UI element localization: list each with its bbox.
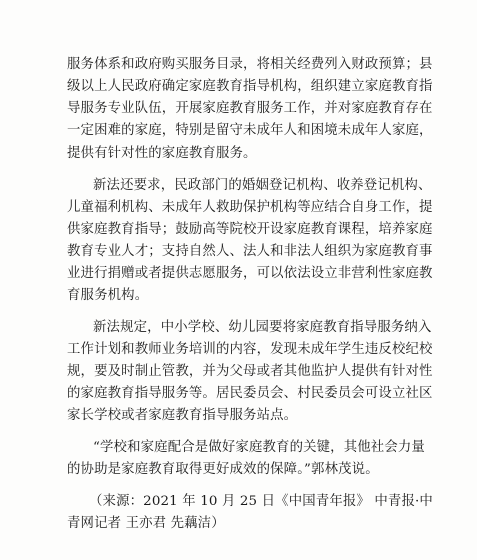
text-line: 供家庭教育指导；鼓励高等院校开设家庭教育课程，培养家庭 [67,222,433,237]
text-line: 育服务机构。 [67,288,149,303]
source-line: （来源：2021 年 10 月 25 日《中国青年报》 中青报·中 [89,494,433,509]
text-line: 规，要及时制止管教，并为父母或者其他监护人提供有针对性 [67,364,433,379]
text-line: 的家庭教育指导服务等。居民委员会、村民委员会可设立社区 [67,386,433,401]
text-line: 级以上人民政府确定家庭教育指导机构，组织建立家庭教育指 [67,79,433,94]
text-line: 业进行捐赠或者提供志愿服务，可以依法设立非营利性家庭教 [67,266,433,281]
paragraph-first-line: 新法规定，中小学校、幼儿园要将家庭教育指导服务纳入 [93,320,432,335]
text-line: 教育专业人才；支持自然人、法人和非法人组织为家庭教育事 [67,244,433,259]
text-line: 一定困难的家庭，特别是留守未成年人和困境未成年人家庭， [67,123,433,138]
text-line: 工作计划和教师业务培训的内容，发现未成年学生违反校纪校 [67,342,433,357]
quote-first-line: “学校和家庭配合是做好家庭教育的关键，其他社会力量 [93,440,425,455]
source-line: 青网记者 王亦君 先藕洁） [67,516,225,531]
text-line: 家长学校或者家庭教育指导服务站点。 [67,408,298,423]
paragraph-first-line: 新法还要求，民政部门的婚姻登记机构、收养登记机构、 [93,178,432,193]
text-line: 提供有针对性的家庭教育服务。 [67,146,257,161]
text-line: 服务体系和政府购买服务目录，将相关经费列入财政预算；县 [67,57,433,72]
text-line: 导服务专业队伍，开展家庭教育服务工作，并对家庭教育存在 [67,101,433,116]
text-line: 儿童福利机构、未成年人救助保护机构等应结合自身工作，提 [67,200,433,215]
quote-line: 的协助是家庭教育取得更好成效的保障。”郭林茂说。 [67,462,379,477]
